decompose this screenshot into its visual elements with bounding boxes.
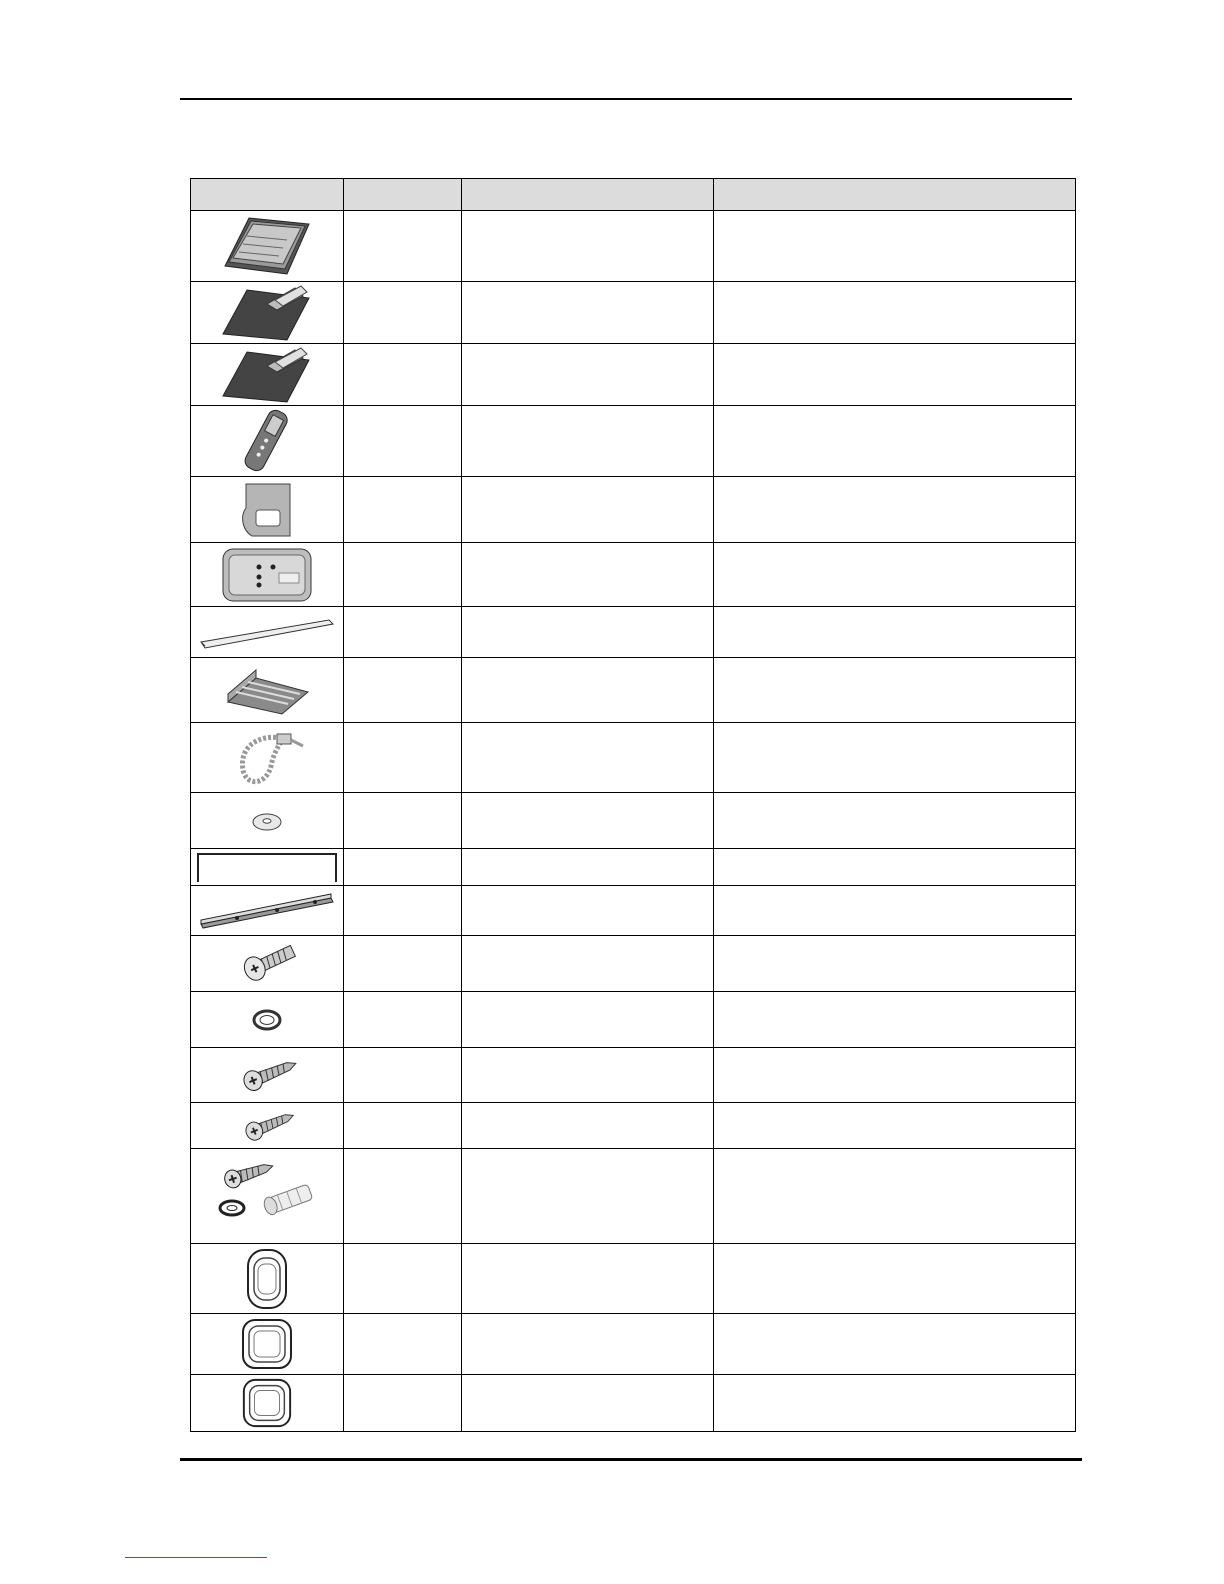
header-cell [191, 179, 344, 211]
table-row [191, 607, 1076, 658]
item-image-cell [191, 477, 344, 543]
table-cell [714, 344, 1076, 406]
footer-link[interactable] [125, 1557, 267, 1558]
ribbed-block-icon [191, 662, 343, 718]
table-cell [462, 886, 714, 936]
item-image-cell [191, 723, 344, 793]
table-cell [462, 477, 714, 543]
drain-cap-icon [191, 1246, 343, 1312]
mounting-rail-icon [191, 890, 343, 932]
item-image-cell [191, 1314, 344, 1375]
cable-tie-icon [191, 726, 343, 790]
table-cell [462, 936, 714, 992]
table-cell [714, 1314, 1076, 1375]
table-row [191, 543, 1076, 607]
item-image-cell [191, 282, 344, 344]
table-cell [462, 406, 714, 477]
table-row [191, 1314, 1076, 1375]
table-cell [462, 1314, 714, 1375]
table-cell [714, 936, 1076, 992]
table-cell [462, 344, 714, 406]
table-cell [462, 607, 714, 658]
table-cell [462, 658, 714, 723]
table-row [191, 282, 1076, 344]
table-cell [344, 477, 462, 543]
item-image-cell [191, 607, 344, 658]
table-cell [344, 543, 462, 607]
table-cell [714, 477, 1076, 543]
table-cell [462, 1048, 714, 1103]
tapping-screw-icon [191, 1105, 343, 1147]
washer-icon [191, 806, 343, 836]
item-image-cell [191, 936, 344, 992]
table-cell [344, 793, 462, 849]
item-image-cell [191, 886, 344, 936]
table-cell [462, 1103, 714, 1149]
table-cell [714, 793, 1076, 849]
table-cell [344, 1149, 462, 1244]
table-cell [344, 1244, 462, 1314]
table-cell [344, 992, 462, 1048]
table-row [191, 658, 1076, 723]
table-cell [344, 1103, 462, 1149]
table-cell [714, 992, 1076, 1048]
booklet-icon [191, 346, 343, 404]
table-row [191, 211, 1076, 282]
item-image-cell [191, 406, 344, 477]
table-cell [714, 282, 1076, 344]
accessory-table [190, 178, 1076, 1432]
table-cell [344, 344, 462, 406]
table-cell [462, 793, 714, 849]
table-row [191, 992, 1076, 1048]
tapping-screw-icon [191, 1052, 343, 1098]
item-image-cell [191, 1048, 344, 1103]
header-cell [462, 179, 714, 211]
table-cell [344, 282, 462, 344]
bracket-wire-icon [191, 850, 343, 884]
table-cell [714, 211, 1076, 282]
long-strip-icon [191, 612, 343, 652]
table-row [191, 793, 1076, 849]
remote-holder-icon [191, 480, 343, 540]
table-cell [344, 658, 462, 723]
table-cell [462, 1149, 714, 1244]
table-cell [344, 1314, 462, 1375]
table-cell [714, 658, 1076, 723]
item-image-cell [191, 1149, 344, 1244]
table-row [191, 344, 1076, 406]
table-row [191, 1149, 1076, 1244]
item-image-cell [191, 992, 344, 1048]
table-cell [462, 849, 714, 886]
table-row [191, 849, 1076, 886]
item-image-cell [191, 543, 344, 607]
table-cell [714, 1048, 1076, 1103]
table-cell [714, 406, 1076, 477]
item-image-cell [191, 793, 344, 849]
table-row [191, 1244, 1076, 1314]
table-cell [344, 211, 462, 282]
table-cell [714, 849, 1076, 886]
item-image-cell [191, 849, 344, 886]
item-image-cell [191, 1244, 344, 1314]
remote-control-icon [191, 409, 343, 473]
item-image-cell [191, 658, 344, 723]
table-cell [344, 723, 462, 793]
table-cell [714, 1244, 1076, 1314]
screw-icon [191, 939, 343, 989]
table-cell [344, 849, 462, 886]
table-header-row [191, 179, 1076, 211]
manual-icon [191, 216, 343, 276]
table-row [191, 1048, 1076, 1103]
drain-cap-square-icon [191, 1316, 343, 1372]
booklet-icon [191, 284, 343, 342]
table-row [191, 406, 1076, 477]
table-row [191, 886, 1076, 936]
spring-washer-icon [191, 1005, 343, 1035]
table-cell [462, 992, 714, 1048]
table-cell [462, 1244, 714, 1314]
table-cell [714, 886, 1076, 936]
table-row [191, 723, 1076, 793]
table-row [191, 1103, 1076, 1149]
header-rule [180, 98, 1072, 100]
table-cell [714, 543, 1076, 607]
item-image-cell [191, 211, 344, 282]
table-cell [714, 1149, 1076, 1244]
table-cell [344, 406, 462, 477]
footer-rule [180, 1458, 1082, 1461]
table-cell [344, 886, 462, 936]
item-image-cell [191, 344, 344, 406]
item-image-cell [191, 1375, 344, 1432]
drain-cap-square-icon [191, 1376, 343, 1430]
screw-anchor-set-icon [191, 1156, 343, 1236]
table-cell [344, 1048, 462, 1103]
table-cell [714, 1375, 1076, 1432]
table-cell [714, 723, 1076, 793]
table-cell [462, 1375, 714, 1432]
table-cell [344, 607, 462, 658]
table-row [191, 477, 1076, 543]
table-cell [462, 282, 714, 344]
header-cell [714, 179, 1076, 211]
table-cell [344, 936, 462, 992]
table-cell [462, 543, 714, 607]
table-cell [714, 1103, 1076, 1149]
receiver-panel-icon [191, 545, 343, 605]
table-cell [462, 723, 714, 793]
table-cell [714, 607, 1076, 658]
item-image-cell [191, 1103, 344, 1149]
table-cell [344, 1375, 462, 1432]
table-row [191, 1375, 1076, 1432]
table-row [191, 936, 1076, 992]
table-cell [462, 211, 714, 282]
header-cell [344, 179, 462, 211]
